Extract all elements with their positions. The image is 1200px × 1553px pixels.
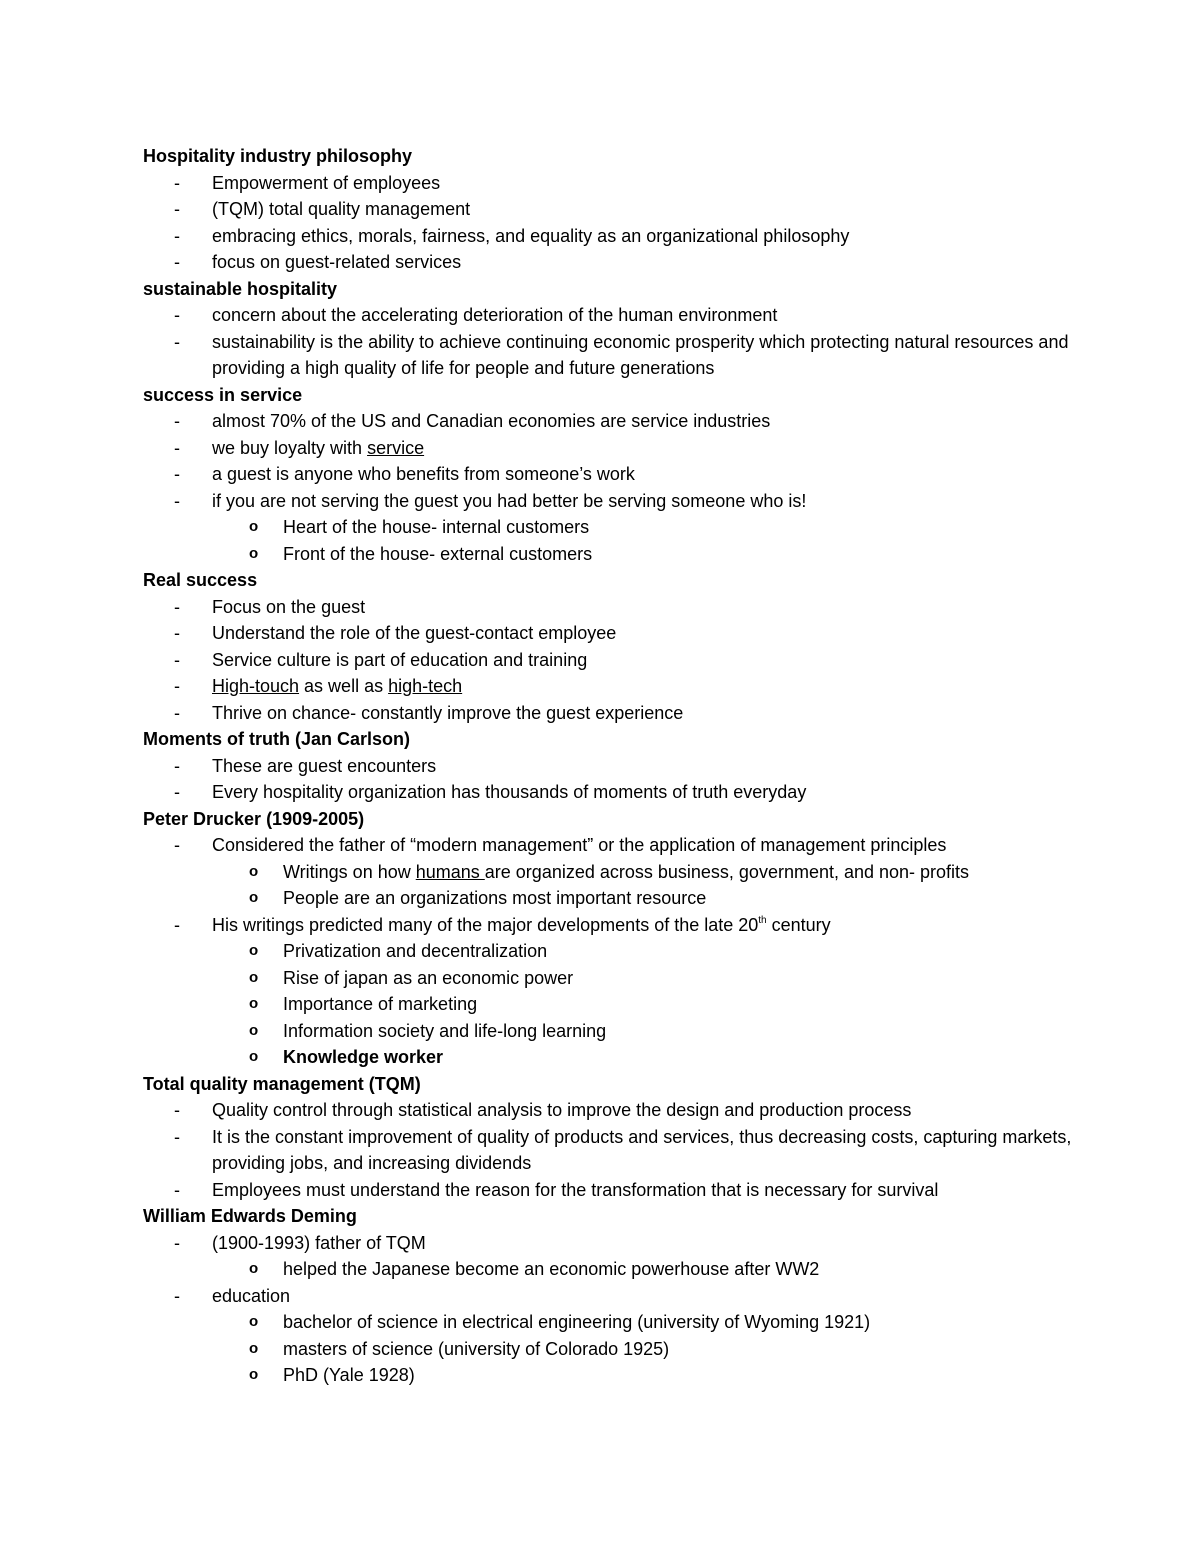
dash-bullet: - xyxy=(174,305,180,325)
section-heading: Hospitality industry philosophy xyxy=(143,146,413,166)
dash-bullet: - xyxy=(174,782,180,802)
sub-list-item: o masters of science (university of Colorado 1925) xyxy=(143,1336,1103,1363)
dash-bullet: - xyxy=(174,1126,180,1147)
dash-bullet: - xyxy=(174,1232,180,1253)
dash-bullet: - xyxy=(174,199,180,219)
underlined-text: High-touch xyxy=(212,676,300,696)
circle-bullet: o xyxy=(249,1260,259,1277)
circle-bullet: o xyxy=(249,942,259,959)
sub-list-item: o Front of the house- external customers xyxy=(143,541,1103,568)
circle-bullet: o xyxy=(249,1366,259,1383)
sub-list-item: o PhD (Yale 1928) xyxy=(143,1362,1103,1389)
dash-bullet: - xyxy=(174,225,180,246)
dash-bullet: - xyxy=(174,1285,180,1306)
dash-bullet: - xyxy=(174,411,180,431)
dash-bullet: - xyxy=(174,252,180,272)
section-heading: Total quality management (TQM) xyxy=(143,1073,421,1094)
dash-bullet: - xyxy=(174,464,180,484)
list-item: - embracing ethics, morals, fairness, and equality as an organizational philosophy xyxy=(143,223,1103,250)
dash-bullet: - xyxy=(174,676,180,696)
underlined-text: humans xyxy=(415,861,485,882)
list-item: - concern about the accelerating deterioration of the human environment xyxy=(143,302,1103,329)
section-heading: Peter Drucker (1909-2005) xyxy=(143,808,365,829)
dash-bullet: - xyxy=(174,490,180,511)
list-item: - Focus on the guest xyxy=(143,594,1103,621)
section-heading: success in service xyxy=(143,384,303,405)
sub-list-item: o People are an organizations most important resource xyxy=(143,885,1103,912)
list-item: - we buy loyalty with service xyxy=(143,435,1103,462)
dash-bullet: - xyxy=(174,1179,180,1200)
list-item: - Employees must understand the reason for the transformation that is necessary for survival xyxy=(143,1177,1103,1204)
list-item: - His writings predicted many of the major developments of the late 20th century xyxy=(143,912,1103,939)
list-item: - Considered the father of “modern management” or the application of management principles xyxy=(143,832,1103,859)
circle-bullet: o xyxy=(249,1048,259,1065)
circle-bullet: o xyxy=(249,889,259,906)
list-item: - These are guest encounters xyxy=(143,753,1103,780)
circle-bullet: o xyxy=(249,862,259,880)
list-item: - a guest is anyone who benefits from someone’s work xyxy=(143,461,1103,488)
dash-bullet: - xyxy=(174,755,180,776)
section-heading: Real success xyxy=(143,570,258,590)
list-item: - High-touch as well as high-tech xyxy=(143,673,1103,700)
list-item: - (1900-1993) father of TQM xyxy=(143,1230,1103,1257)
document-page xyxy=(143,143,1103,1389)
underlined-text: service xyxy=(367,437,425,458)
circle-bullet: o xyxy=(249,1021,259,1039)
sub-list-item: o Privatization and decentralization xyxy=(143,938,1103,965)
dash-bullet: - xyxy=(174,331,180,352)
dash-bullet: - xyxy=(174,835,180,855)
list-item: - if you are not serving the guest you had better be serving someone who is! xyxy=(143,488,1103,515)
list-item: - Every hospitality organization has thousands of moments of truth everyday xyxy=(143,779,1103,806)
superscript: th xyxy=(758,914,767,926)
list-item: - Quality control through statistical analysis to improve the design and production process xyxy=(143,1097,1103,1124)
sub-list-item: o Knowledge worker xyxy=(143,1044,1103,1071)
list-item: - focus on guest-related services xyxy=(143,249,1103,276)
list-item: - Service culture is part of education and training xyxy=(143,647,1103,674)
circle-bullet: o xyxy=(249,1339,259,1357)
sub-list-item: o Heart of the house- internal customers xyxy=(143,514,1103,541)
dash-bullet: - xyxy=(174,914,180,935)
circle-bullet: o xyxy=(249,968,259,986)
list-item: - Understand the role of the guest-contact employee xyxy=(143,620,1103,647)
section-heading: Moments of truth (Jan Carlson) xyxy=(143,729,411,749)
sub-list-item: o bachelor of science in electrical engineering (university of Wyoming 1921) xyxy=(143,1309,1103,1336)
section-heading: sustainable hospitality xyxy=(143,278,338,299)
circle-bullet: o xyxy=(249,995,259,1012)
section-heading: William Edwards Deming xyxy=(143,1206,357,1226)
list-item: - (TQM) total quality management xyxy=(143,196,1103,223)
underlined-text: high-tech xyxy=(388,676,463,696)
list-item: - Empowerment of employees xyxy=(143,170,1103,197)
dash-bullet: - xyxy=(174,596,180,617)
dash-bullet: - xyxy=(174,437,180,458)
dash-bullet: - xyxy=(174,172,180,193)
circle-bullet: o xyxy=(249,518,259,535)
sub-list-item: o Rise of japan as an economic power xyxy=(143,965,1103,992)
list-item: - Thrive on chance- constantly improve the guest experience xyxy=(143,700,1103,727)
list-item: - almost 70% of the US and Canadian economies are service industries xyxy=(143,408,1103,435)
sub-list-item: o Importance of marketing xyxy=(143,991,1103,1018)
sub-list-item: o Writings on how humans are organized across business, government, and non- profits xyxy=(143,859,1103,886)
list-item: - sustainability is the ability to achieve continuing economic prosperity which protecting natural resources and providing a high quality of life for people and future generations xyxy=(143,329,1103,382)
list-item: - It is the constant improvement of quality of products and services, thus decreasing costs, capturing markets, providing jobs, and increasing dividends xyxy=(143,1124,1103,1177)
sub-list-item: o Information society and life-long learning xyxy=(143,1018,1103,1045)
dash-bullet: - xyxy=(174,702,180,723)
circle-bullet: o xyxy=(249,1313,259,1330)
dash-bullet: - xyxy=(174,649,180,670)
circle-bullet: o xyxy=(249,544,259,562)
list-item: - education xyxy=(143,1283,1103,1310)
dash-bullet: - xyxy=(174,1100,180,1120)
dash-bullet: - xyxy=(174,623,180,643)
sub-list-item: o helped the Japanese become an economic powerhouse after WW2 xyxy=(143,1256,1103,1283)
